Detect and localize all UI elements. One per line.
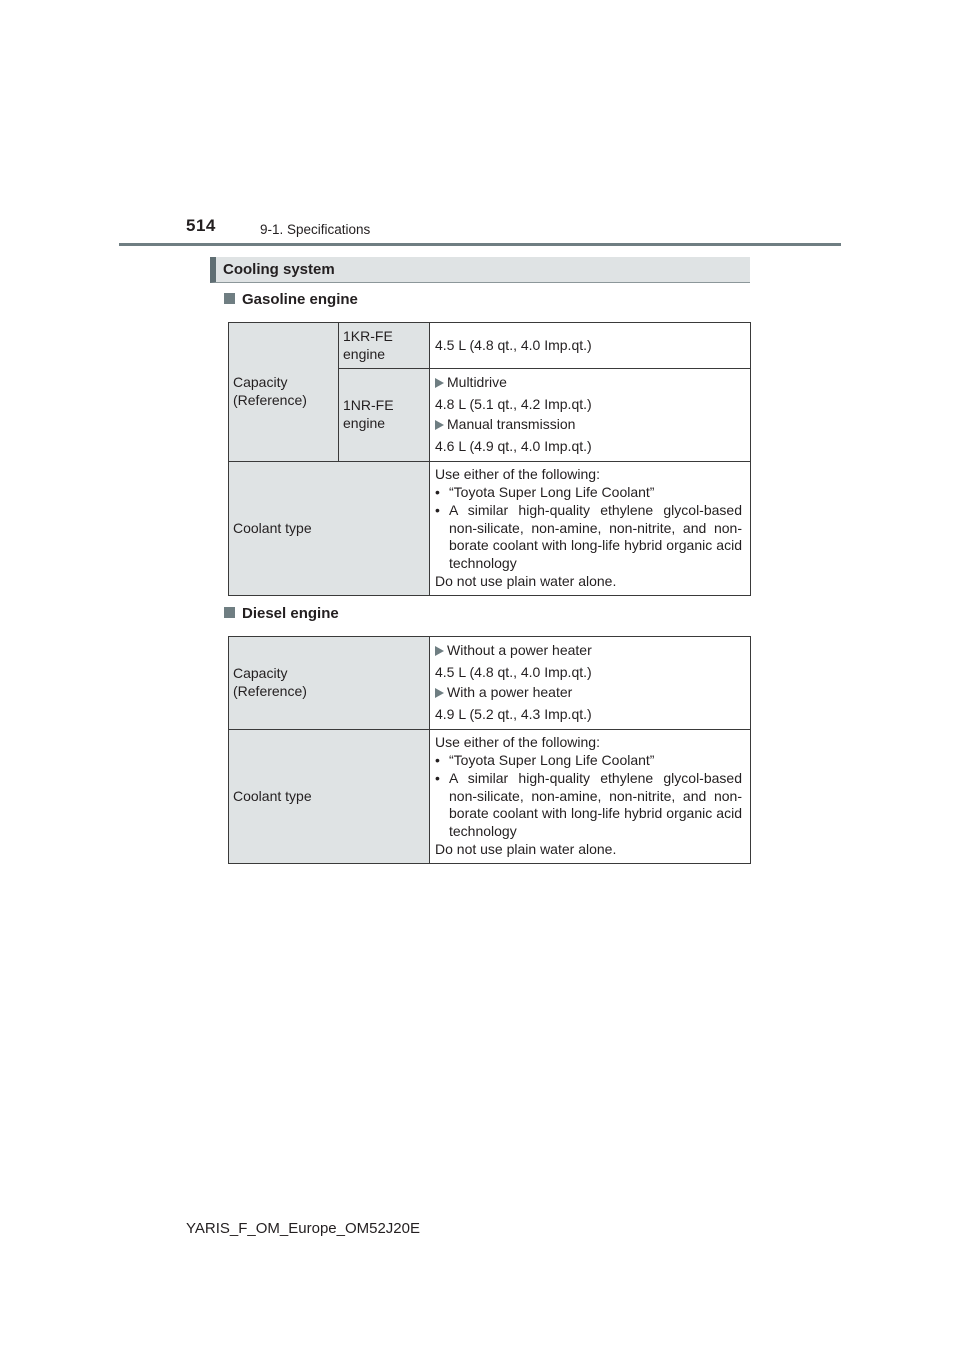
- coolant-bullet-text: A similar high-quality ethylene glycol-based non-silicate, non-amine, non-nitrite, and non-borate coolant with long-life hybrid organic acid technology: [449, 769, 742, 840]
- coolant-bullet: [435, 484, 742, 502]
- triangle-right-icon: [435, 378, 444, 388]
- option-label: Manual transmission: [447, 416, 576, 432]
- coolant-value-cell: [430, 462, 751, 596]
- option-line: [435, 416, 742, 434]
- header-rule: [119, 243, 841, 246]
- coolant-label: Coolant type: [233, 787, 312, 804]
- gasoline-table: [228, 322, 751, 596]
- coolant-bullet-text: “Toyota Super Long Life Coolant”: [449, 752, 655, 768]
- coolant-bullet: [435, 770, 742, 841]
- table-row: [229, 462, 751, 596]
- bullet-dot: •: [435, 752, 440, 768]
- triangle-right-icon: [435, 688, 444, 698]
- triangle-right-icon: [435, 420, 444, 430]
- option-label: With a power heater: [447, 684, 573, 700]
- table-row: [229, 637, 751, 730]
- capacity-label: Capacity (Reference): [233, 665, 307, 699]
- option-line: [435, 642, 742, 660]
- coolant-intro: Use either of the following:: [435, 466, 600, 483]
- diesel-heading: [224, 605, 339, 622]
- option-line: [435, 374, 742, 392]
- section-heading-text: Cooling system: [223, 261, 335, 278]
- option-amount: 4.5 L (4.8 qt., 4.0 Imp.qt.): [435, 664, 592, 681]
- capacity-value-cell: [430, 637, 751, 730]
- engine-label: 1NR-FE engine: [343, 397, 394, 431]
- coolant-note: Do not use plain water alone.: [435, 840, 617, 857]
- bullet-dot: •: [435, 769, 440, 786]
- option-label: Multidrive: [447, 374, 507, 391]
- table-row: [229, 730, 751, 864]
- capacity-label-cell: [229, 323, 339, 462]
- coolant-value-cell: [430, 730, 751, 864]
- page-number: 514: [186, 216, 216, 235]
- capacity-label-cell: [229, 637, 430, 730]
- capacity-value-cell: [430, 323, 751, 369]
- coolant-label: Coolant type: [233, 519, 312, 536]
- bullet-dot: •: [435, 484, 440, 500]
- coolant-intro: Use either of the following:: [435, 734, 600, 751]
- option-label: Without a power heater: [447, 642, 592, 659]
- coolant-label-cell: [229, 462, 430, 596]
- table-row: [229, 323, 751, 369]
- option-amount: 4.8 L (5.1 qt., 4.2 Imp.qt.): [435, 396, 592, 413]
- square-icon: [224, 607, 235, 618]
- gasoline-heading-text: Gasoline engine: [242, 291, 358, 308]
- coolant-bullet: [435, 502, 742, 573]
- capacity-label: Capacity (Reference): [233, 374, 307, 408]
- bullet-dot: •: [435, 501, 440, 518]
- coolant-label-cell: [229, 730, 430, 864]
- capacity-value-cell: [430, 369, 751, 462]
- engine-label: 1KR-FE engine: [343, 327, 393, 362]
- section-heading: [210, 257, 750, 283]
- coolant-note: Do not use plain water alone.: [435, 572, 617, 589]
- option-amount: 4.6 L (4.9 qt., 4.0 Imp.qt.): [435, 437, 592, 454]
- square-icon: [224, 293, 235, 304]
- engine-cell: [339, 369, 430, 462]
- engine-cell: [339, 323, 430, 369]
- option-line: [435, 684, 742, 702]
- coolant-bullet: [435, 752, 742, 770]
- coolant-bullet-text: A similar high-quality ethylene glycol-based non-silicate, non-amine, non-nitrite, and non-borate coolant with long-life hybrid organic acid technology: [449, 501, 742, 572]
- footer-document-code: YARIS_F_OM_Europe_OM52J20E: [186, 1220, 421, 1237]
- option-amount: 4.9 L (5.2 qt., 4.3 Imp.qt.): [435, 705, 592, 722]
- diesel-table: [228, 636, 751, 864]
- section-title: 9-1. Specifications: [260, 222, 371, 237]
- triangle-right-icon: [435, 646, 444, 656]
- capacity-value: 4.5 L (4.8 qt., 4.0 Imp.qt.): [435, 336, 592, 353]
- coolant-bullet-text: “Toyota Super Long Life Coolant”: [449, 484, 655, 500]
- diesel-heading-text: Diesel engine: [242, 605, 339, 622]
- gasoline-heading: [224, 291, 358, 308]
